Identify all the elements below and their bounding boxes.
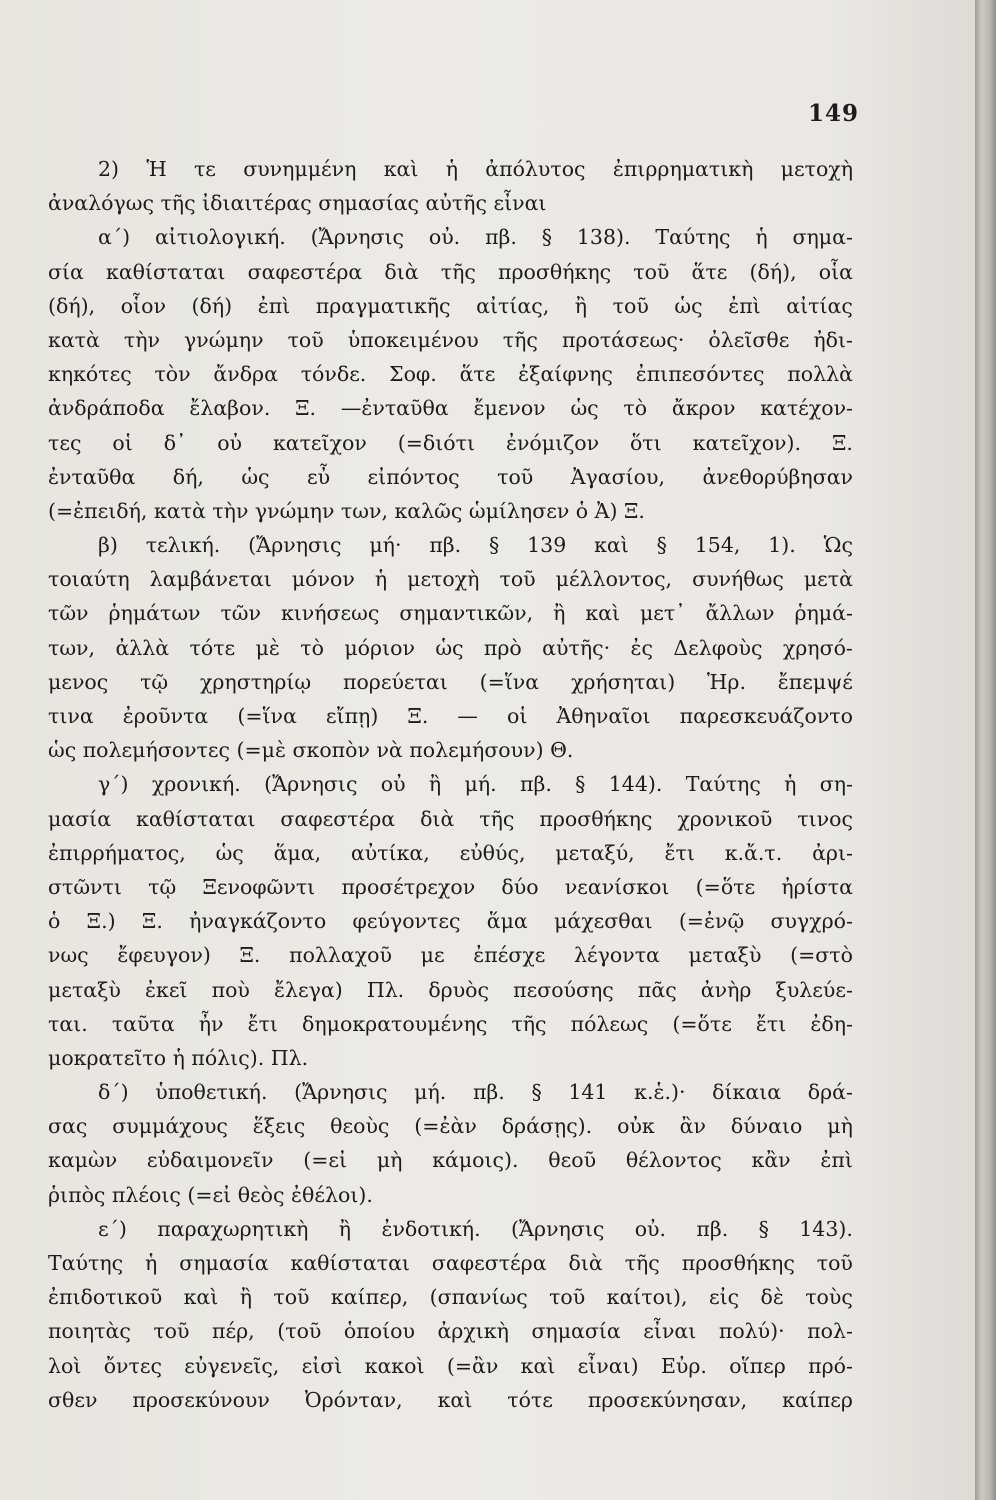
text-line: κηκότες τὸν ἄνδρα τόνδε. Σοφ. ἅτε ἐξαίφνης ἐπιπεσόντες πολλὰ (48, 362, 853, 387)
body-text (48, 152, 853, 1417)
text-line: ἐνταῦθα δή, ὡς εὖ εἰπόντος τοῦ Ἀγασίου, ἀνεθορύβησαν (48, 464, 853, 489)
text-line: δ΄) ὑποθετική. (Ἄρνησις μή. πβ. § 141 κ.ἑ.)· δίκαια δρά- (98, 1080, 853, 1105)
text-line: γ΄) χρονική. (Ἄρνησις οὐ ἢ μή. πβ. § 144). Ταύτης ἡ ση- (98, 772, 853, 797)
text-line: (δή), οἷον (δή) ἐπὶ πραγματικῆς αἰτίας, ἢ τοῦ ὡς ἐπὶ αἰτίας (48, 293, 853, 318)
text-line: των, ἀλλὰ τότε μὲ τὸ μόριον ὡς πρὸ αὐτῆς· ἐς Δελφοὺς χρησό- (48, 635, 853, 660)
page-edge (975, 0, 996, 1500)
text-line: σας συμμάχους ἕξεις θεοὺς (=ἐὰν δράσῃς). οὐκ ἂν δύναιο μὴ (48, 1114, 853, 1139)
text-line: μενος τῷ χρηστηρίῳ πορεύεται (=ἵνα χρήσηται) Ἡρ. ἔπεμψέ (48, 669, 853, 694)
text-line: μεταξὺ ἐκεῖ ποὺ ἔλεγα) Πλ. δρυὸς πεσούσης πᾶς ἀνὴρ ξυλεύε- (48, 977, 853, 1002)
text-line: κατὰ τὴν γνώμην τοῦ ὑποκειμένου τῆς προτάσεως· ὀλεῖσθε ἠδι- (48, 327, 853, 352)
text-line: α΄) αἰτιολογική. (Ἄρνησις οὐ. πβ. § 138). Ταύτης ἡ σημα- (98, 225, 853, 250)
text-line: ἐπιδοτικοῦ καὶ ἢ τοῦ καίπερ, (σπανίως τοῦ καίτοι), εἰς δὲ τοὺς (48, 1285, 853, 1310)
text-line: ται. ταῦτα ἦν ἔτι δημοκρατουμένης τῆς πόλεως (=ὅτε ἔτι ἐδη- (48, 1011, 853, 1036)
text-line: λοὶ ὄντες εὐγενεῖς, εἰσὶ κακοὶ (=ἂν καὶ εἶναι) Εὐρ. οἵπερ πρό- (48, 1353, 853, 1378)
text-line: νως ἔφευγον) Ξ. πολλαχοῦ με ἐπέσχε λέγοντα μεταξὺ (=στὸ (48, 943, 853, 968)
text-line: ὁ Ξ.) Ξ. ἠναγκάζοντο φεύγοντες ἅμα μάχεσθαι (=ἐνῷ συγχρό- (48, 909, 853, 934)
text-line: τοιαύτη λαμβάνεται μόνον ἡ μετοχὴ τοῦ μέλλοντος, συνήθως μετὰ (48, 567, 853, 592)
text-line: τῶν ῥημάτων τῶν κινήσεως σημαντικῶν, ἢ καὶ μετ᾽ ἄλλων ῥημά- (48, 601, 853, 626)
text-line: καμὼν εὐδαιμονεῖν (=εἰ μὴ κάμοις). θεοῦ θέλοντος κἂν ἐπὶ (48, 1148, 853, 1173)
text-line: στῶντι τῷ Ξενοφῶντι προσέτρεχον δύο νεανίσκοι (=ὅτε ἠρίστα (48, 874, 853, 899)
text-line: τινα ἐροῦντα (=ἵνα εἴπῃ) Ξ. — οἱ Ἀθηναῖοι παρεσκευάζοντο (48, 704, 853, 728)
text-line: ὡς πολεμήσοντες (=μὲ σκοπὸν νὰ πολεμήσουν) Θ. (48, 738, 574, 763)
text-line: ε΄) παραχωρητικὴ ἢ ἐνδοτική. (Ἄρνησις οὐ. πβ. § 143). (98, 1216, 853, 1241)
page-number: 149 (808, 100, 860, 127)
text-line: τες οἱ δ᾽ οὐ κατεῖχον (=διότι ἐνόμιζον ὅτι κατεῖχον). Ξ. (48, 430, 853, 455)
text-line: 2) Ἡ τε συνημμένη καὶ ἡ ἀπόλυτος ἐπιρρηματικὴ μετοχὴ (98, 157, 853, 181)
text-line: ἀνδράποδα ἔλαβον. Ξ. —ἐνταῦθα ἔμενον ὡς τὸ ἄκρον κατέχον- (48, 396, 853, 421)
text-line: ῥιπὸς πλέοις (=εἰ θεὸς ἐθέλοι). (48, 1182, 373, 1207)
text-line: ποιητὰς τοῦ πέρ, (τοῦ ὁποίου ἀρχικὴ σημασία εἶναι πολύ)· πολ- (48, 1319, 853, 1344)
text-line: ἐπιρρήματος, ὡς ἅμα, αὐτίκα, εὐθύς, μεταξύ, ἔτι κ.ἄ.τ. ἀρι- (48, 840, 853, 865)
text-line: ἀναλόγως τῆς ἰδιαιτέρας σημασίας αὐτῆς εἶναι (48, 191, 547, 216)
text-line: μασία καθίσταται σαφεστέρα διὰ τῆς προσθήκης χρονικοῦ τινος (48, 806, 853, 831)
text-line: μοκρατεῖτο ἡ πόλις). Πλ. (48, 1045, 309, 1070)
text-line: (=ἐπειδή, κατὰ τὴν γνώμην των, καλῶς ὡμίλησεν ὁ Ἀ) Ξ. (48, 498, 645, 523)
text-line: σία καθίσταται σαφεστέρα διὰ τῆς προσθήκης τοῦ ἅτε (δή), οἷα (48, 259, 853, 284)
text-line: Ταύτης ἡ σημασία καθίσταται σαφεστέρα διὰ τῆς προσθήκης τοῦ (48, 1251, 853, 1275)
text-line: σθεν προσεκύνουν Ὀρόνταν, καὶ τότε προσεκύνησαν, καίπερ (48, 1387, 853, 1412)
text-line: β) τελική. (Ἄρνησις μή· πβ. § 139 καὶ § 154, 1). Ὡς (98, 533, 853, 558)
